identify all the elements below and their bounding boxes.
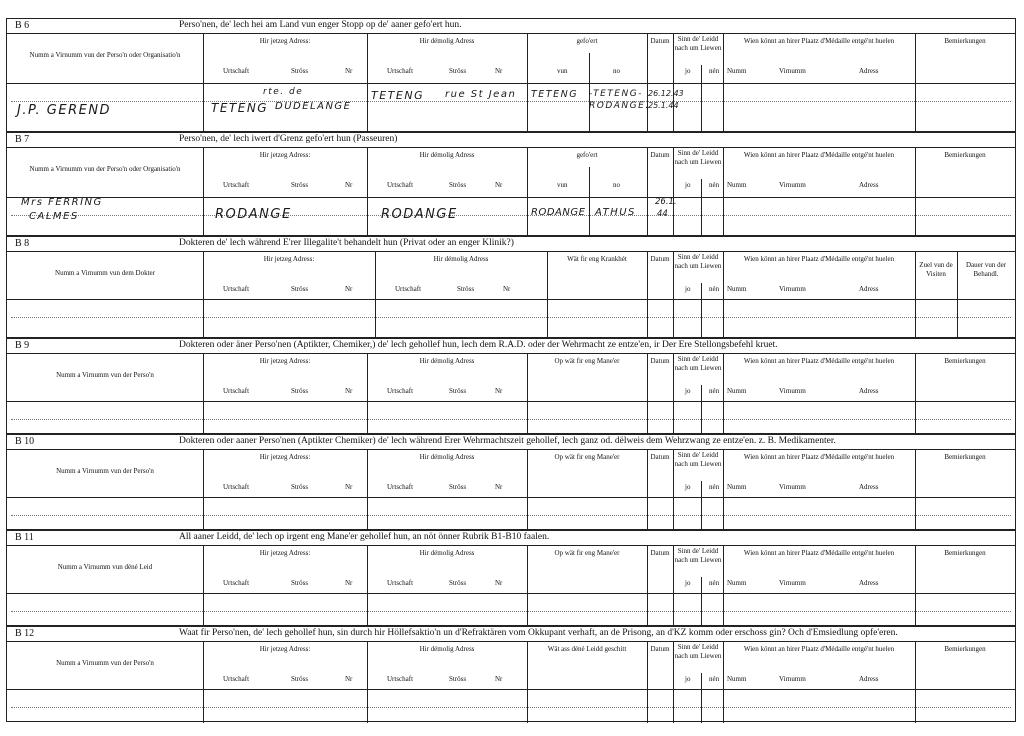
header-divider — [7, 83, 1015, 84]
section-title: Dokteren oder aaner Perso'nen (Aptikter Chemiker) de' lech während Erer Wehrmachtszeit gehollef, lech ganz od. dëlweis dem Wehrzwang ze entze'en. z. B. Medikamenter. — [179, 436, 836, 446]
entry-line — [11, 317, 1011, 318]
place-label: Urtschaft — [387, 67, 414, 75]
column-divider — [915, 147, 916, 237]
street-label: Ströss — [291, 483, 309, 491]
place-label: Urtschaft — [223, 483, 250, 491]
date-label: Datum — [650, 645, 670, 653]
medal-first-label: Virnumm — [779, 285, 806, 293]
to-label: no — [613, 67, 620, 75]
current-address-label: Hir jetzeg Adress: — [263, 255, 315, 263]
current-address-label: Hir jetzeg Adress: — [259, 37, 311, 45]
medal-first-label: Virnumm — [779, 181, 806, 189]
number-label: Nr — [503, 285, 511, 293]
street-label: Ströss — [449, 483, 467, 491]
number-label: Nr — [495, 483, 503, 491]
medal-first-label: Virnumm — [779, 579, 806, 587]
alive-label: Sinn de' Leidd nach um Liewen — [674, 35, 722, 52]
yes-no-divider — [701, 577, 702, 627]
medal-address-label: Adress — [859, 181, 879, 189]
number-label: Nr — [345, 579, 353, 587]
name-header: Numm a Virnumm vun der Perso'n oder Organisatio'n — [29, 165, 181, 173]
alive-label: Sinn de' Leidd nach um Liewen — [674, 547, 722, 564]
place-label: Urtschaft — [223, 67, 250, 75]
place-label: Urtschaft — [223, 285, 250, 293]
date-label: Datum — [650, 453, 670, 461]
name-entry-2: CALMES — [29, 211, 79, 222]
no-label: nén — [709, 579, 720, 587]
medal-label: Wien könnt an hirer Plaatz d'Médaille entgé'nt huelen — [743, 357, 895, 365]
section-code: B 7 — [15, 134, 30, 145]
medal-label: Wien könnt an hirer Plaatz d'Médaille entgé'nt huelen — [743, 645, 895, 653]
section-code: B 11 — [15, 532, 34, 543]
medal-label: Wien könnt an hirer Plaatz d'Médaille entgé'nt huelen — [743, 549, 895, 557]
yes-label: jo — [685, 483, 691, 491]
current-address-label: Hir jetzeg Adress: — [259, 549, 311, 557]
street-label: Ströss — [291, 181, 309, 189]
yes-no-divider — [701, 65, 702, 133]
medal-name-label: Numm — [727, 483, 747, 491]
current-place-entry: TETENG — [211, 101, 269, 115]
number-label: Nr — [495, 387, 503, 395]
place-label: Urtschaft — [387, 387, 414, 395]
section-code: B 10 — [15, 436, 35, 447]
medal-label: Wien könnt an hirer Plaatz d'Médaille entgé'nt huelen — [743, 255, 895, 263]
yes-no-divider — [701, 283, 702, 339]
number-label: Nr — [345, 285, 353, 293]
current-address-label: Hir jetzeg Adress: — [259, 357, 311, 365]
column-divider — [723, 545, 724, 627]
yes-label: jo — [685, 285, 691, 293]
to-entry-2: RODANGE. — [589, 101, 650, 111]
date-label: Datum — [650, 357, 670, 365]
yes-no-divider — [701, 179, 702, 237]
number-label: Nr — [345, 483, 353, 491]
street-label: Ströss — [449, 67, 467, 75]
street-label: Ströss — [449, 675, 467, 683]
medal-address-label: Adress — [859, 579, 879, 587]
entry-line — [11, 707, 1011, 708]
medal-address-label: Adress — [859, 285, 879, 293]
remarks-label: Bemierkungen — [944, 37, 986, 45]
no-label: nén — [709, 67, 720, 75]
date-label: Datum — [650, 255, 670, 263]
then-place-entry: RODANGE — [381, 207, 458, 222]
column3-header: Wät fir eng Krankhét — [567, 255, 627, 263]
alive-label: Sinn de' Leidd nach um Liewen — [674, 451, 722, 468]
column-divider — [647, 147, 648, 237]
entry-line — [11, 611, 1011, 612]
section-code: B 6 — [15, 20, 30, 31]
date-entry-2: 25.1.44 — [648, 101, 679, 110]
street-label: Ströss — [449, 387, 467, 395]
medal-label: Wien könnt an hirer Plaatz d'Médaille entgé'nt huelen — [743, 151, 895, 159]
alive-label: Sinn de' Leidd nach um Liewen — [674, 253, 722, 270]
place-label: Urtschaft — [223, 181, 250, 189]
medal-name-label: Numm — [727, 675, 747, 683]
place-label: Urtschaft — [387, 579, 414, 587]
current-address-label: Hir jetzeg Adress: — [259, 645, 311, 653]
column3-header: gefo'ert — [576, 151, 598, 159]
form-section-10 — [6, 434, 1016, 530]
medal-name-label: Numm — [727, 285, 747, 293]
section-title: Dokteren oder äner Perso'nen (Aptikter, Chemiker,) de' lech gehollef hun, lech dem R.A.D. oder der Wehrmacht ze entze'en, ir Der Ere Stellongsbefehl kruet. — [179, 340, 778, 350]
name-entry: J.P. GEREND — [17, 103, 112, 118]
visits-label: Zuel vun de Visiten — [919, 261, 953, 278]
medal-address-label: Adress — [859, 483, 879, 491]
street-label: Ströss — [449, 181, 467, 189]
header-divider — [7, 689, 1015, 690]
column3-header: Op wät fir eng Mane'er — [554, 357, 620, 365]
section-header — [7, 133, 1015, 148]
date-label: Datum — [650, 37, 670, 45]
column3-header: gefo'ert — [576, 37, 598, 45]
place-label: Urtschaft — [395, 285, 422, 293]
column-divider — [723, 353, 724, 435]
name-header: Numm a Virnumm vun dem Dokter — [55, 269, 155, 277]
current-place-entry: RODANGE — [215, 207, 292, 222]
place-label: Urtschaft — [387, 483, 414, 491]
column-divider — [375, 251, 376, 339]
medal-address-label: Adress — [859, 387, 879, 395]
number-label: Nr — [345, 181, 353, 189]
column3-header: Op wät fir eng Mane'er — [554, 453, 620, 461]
then-address-label: Hir démolig Adress — [419, 549, 475, 557]
medal-label: Wien könnt an hirer Plaatz d'Médaille entgé'nt huelen — [743, 37, 895, 45]
current-address-label: Hir jetzeg Adress: — [259, 151, 311, 159]
medal-first-label: Virnumm — [779, 67, 806, 75]
no-label: nén — [709, 387, 720, 395]
section-title: Dokteren de' lech während E'rer Illegalite't behandelt hun (Privat oder an enger Klinik?) — [179, 238, 514, 248]
section-title: All aaner Leidd, de' lech op irgent eng Mane'er gehollef hun, an nöt önner Rubrik B1-B10 faalen. — [179, 532, 550, 542]
medal-first-label: Virnumm — [779, 483, 806, 491]
medal-address-label: Adress — [859, 675, 879, 683]
to-entry: ATHUS — [595, 207, 636, 218]
remarks-label: Bemierkungen — [944, 645, 986, 653]
then-address-label: Hir démolig Adress — [433, 255, 489, 263]
date-entry-1: 26.12.43 — [648, 89, 684, 98]
number-label: Nr — [345, 387, 353, 395]
remarks-label: Bemierkungen — [944, 357, 986, 365]
alive-label: Sinn de' Leidd nach um Liewen — [674, 149, 722, 166]
street-label: Ströss — [291, 387, 309, 395]
header-divider — [7, 299, 1015, 300]
street-label: Ströss — [291, 285, 309, 293]
number-label: Nr — [495, 67, 503, 75]
from-entry: TETENG — [531, 89, 579, 100]
column3-header: Wät ass déné Leidd geschitt — [547, 645, 627, 653]
medal-name-label: Numm — [727, 387, 747, 395]
header-divider — [7, 197, 1015, 198]
section-header — [7, 19, 1015, 34]
to-entry-1: -TETENG- — [589, 89, 643, 99]
name-header: Numm a Virnumm vun déné Leid — [57, 563, 153, 571]
medal-address-label: Adress — [859, 67, 879, 75]
from-to-divider — [589, 167, 590, 237]
place-label: Urtschaft — [387, 675, 414, 683]
date-entry-1: 26.1. — [655, 197, 677, 207]
alive-label: Sinn de' Leidd nach um Liewen — [674, 355, 722, 372]
place-label: Urtschaft — [387, 181, 414, 189]
section-code: B 12 — [15, 628, 35, 639]
section-title: Perso'nen, de' lech hei am Land vun enger Stopp op de' aaner gefo'ert hun. — [179, 20, 462, 30]
number-label: Nr — [345, 67, 353, 75]
medal-label: Wien könnt an hirer Plaatz d'Médaille entgé'nt huelen — [743, 453, 895, 461]
no-label: nén — [709, 483, 720, 491]
entry-line — [11, 101, 1011, 102]
medal-first-label: Virnumm — [779, 675, 806, 683]
medal-name-label: Numm — [727, 181, 747, 189]
then-street-entry: rue St Jean — [445, 89, 517, 100]
name-header: Numm a Virnumm vun der Perso'n — [56, 659, 154, 667]
from-entry: RODANGE — [531, 207, 586, 218]
yes-no-divider — [701, 385, 702, 435]
street-label: Ströss — [449, 579, 467, 587]
then-address-label: Hir démolig Adress — [419, 645, 475, 653]
name-entry-1: Mrs FERRING — [21, 197, 103, 208]
medal-first-label: Virnumm — [779, 387, 806, 395]
form-section-12 — [6, 626, 1016, 722]
section-title: Perso'nen, de' lech iwert d'Grenz gefo'ert hun (Passeuren) — [179, 134, 398, 144]
header-divider — [7, 497, 1015, 498]
remarks-label: Bemierkungen — [944, 549, 986, 557]
place-label: Urtschaft — [223, 387, 250, 395]
column-divider — [547, 251, 548, 339]
form-section-7 — [6, 132, 1016, 236]
yes-no-divider — [701, 673, 702, 723]
name-header: Numm a Virnumm vun der Perso'n — [56, 371, 154, 379]
then-address-label: Hir démolig Adress — [419, 453, 475, 461]
no-label: nén — [709, 675, 720, 683]
no-label: nén — [709, 285, 720, 293]
current-address-label: Hir jetzeg Adress: — [259, 453, 311, 461]
medal-name-label: Numm — [727, 67, 747, 75]
form-section-8 — [6, 236, 1016, 338]
column-divider — [203, 251, 204, 339]
column-divider — [367, 147, 368, 237]
entry-line — [11, 419, 1011, 420]
column-divider — [723, 641, 724, 723]
yes-label: jo — [685, 67, 691, 75]
yes-label: jo — [685, 579, 691, 587]
yes-label: jo — [685, 675, 691, 683]
to-label: no — [613, 181, 620, 189]
form-section-6 — [6, 18, 1016, 132]
remarks-label: Bemierkungen — [944, 453, 986, 461]
street-label: Ströss — [291, 579, 309, 587]
place-label: Urtschaft — [223, 675, 250, 683]
section-code: B 8 — [15, 238, 30, 249]
no-label: nén — [709, 181, 720, 189]
number-label: Nr — [495, 675, 503, 683]
current-street-entry: DUDELANGE — [275, 101, 352, 112]
header-divider — [7, 401, 1015, 402]
section-code: B 9 — [15, 340, 30, 351]
column-divider — [527, 147, 528, 237]
date-entry-2: 44 — [657, 209, 668, 219]
current-extra-entry: rte. de — [263, 87, 304, 97]
yes-no-divider — [701, 481, 702, 531]
then-address-label: Hir démolig Adress — [419, 357, 475, 365]
name-header: Numm a Virnumm vun der Perso'n oder Organisatio'n — [29, 51, 181, 59]
street-label: Ströss — [291, 675, 309, 683]
yes-label: jo — [685, 181, 691, 189]
column-divider — [723, 449, 724, 531]
street-label: Ströss — [457, 285, 475, 293]
street-label: Ströss — [291, 67, 309, 75]
form-section-11 — [6, 530, 1016, 626]
from-label: vun — [557, 181, 568, 189]
name-header: Numm a Virnumm vun der Perso'n — [56, 467, 154, 475]
from-label: vun — [557, 67, 568, 75]
duration-label: Dauer vun der Behandl. — [965, 261, 1007, 278]
column-divider — [647, 251, 648, 339]
then-place-entry: TETENG — [371, 89, 425, 102]
yes-label: jo — [685, 387, 691, 395]
remarks-label: Bemierkungen — [944, 151, 986, 159]
section-title: Waat fir Perso'nen, de' lech gehollef hun, sin durch hir Höllefsaktio'n un d'Refraktären vom Okkupant verhaft, an de Prisong, an d'KZ komm oder erschoss gin? Och d'Emsiedlung opfe'eren. — [179, 628, 898, 638]
medal-name-label: Numm — [727, 579, 747, 587]
date-label: Datum — [650, 151, 670, 159]
then-address-label: Hir démolig Adress — [419, 37, 475, 45]
number-label: Nr — [495, 181, 503, 189]
column-divider — [723, 251, 724, 339]
column3-header: Op wät fir eng Mane'er — [554, 549, 620, 557]
alive-label: Sinn de' Leidd nach um Liewen — [674, 643, 722, 660]
column-divider — [203, 147, 204, 237]
entry-line — [11, 515, 1011, 516]
entry-line — [11, 215, 1011, 216]
header-divider — [7, 593, 1015, 594]
then-address-label: Hir démolig Adress — [419, 151, 475, 159]
number-label: Nr — [345, 675, 353, 683]
number-label: Nr — [495, 579, 503, 587]
form-section-9 — [6, 338, 1016, 434]
date-label: Datum — [650, 549, 670, 557]
column-divider — [723, 147, 724, 237]
place-label: Urtschaft — [223, 579, 250, 587]
